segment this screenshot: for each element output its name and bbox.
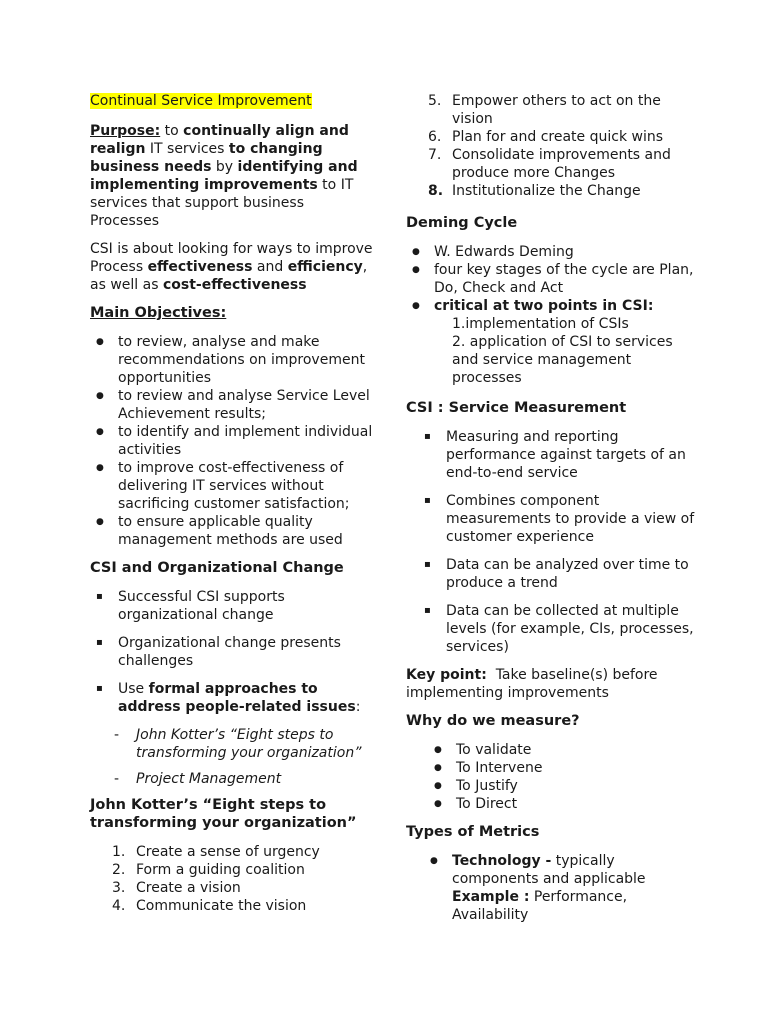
list-item [424, 852, 696, 924]
list-item: ▪ Successful CSI supports organizational change [90, 588, 375, 624]
csi-about-bold-2: efficiency [287, 259, 363, 275]
step-text: Consolidate improvements and produce more Changes [452, 147, 671, 181]
purpose-text-2: IT services [145, 141, 229, 157]
list-item: - John Kotter’s “Eight steps to transforming your organization” [90, 726, 375, 762]
deming-subpoint-1: 1.implementation of CSIs [452, 316, 629, 332]
list-item: ● To validate [428, 741, 696, 759]
list-item [406, 146, 696, 182]
metrics-list [406, 852, 696, 924]
objectives-list [90, 333, 375, 549]
step-text: Create a vision [136, 880, 241, 896]
list-item [90, 861, 375, 879]
csi-about-text-1: CSI is about looking for ways to improve Process [90, 241, 373, 275]
list-item [90, 680, 375, 716]
list-item: ▪ Data can be analyzed over time to produce a trend [418, 556, 696, 592]
list-item: ● To Justify [428, 777, 696, 795]
step-number: 4. [112, 898, 126, 914]
step-text: Communicate the vision [136, 898, 307, 914]
measurement-heading: CSI : Service Measurement [406, 400, 627, 416]
step-number: 5. [428, 93, 442, 109]
list-item: ● to review and analyse Service Level Achievement results; [90, 387, 375, 423]
step-text: Empower others to act on the vision [452, 93, 661, 127]
key-point-label: Key point: [406, 667, 487, 683]
list-item: ● to identify and implement individual activities [90, 423, 375, 459]
list-item: ● to ensure applicable quality management methods are used [90, 513, 375, 549]
step-text: Plan for and create quick wins [452, 129, 664, 145]
csi-about-bold-3: cost-effectiveness [162, 277, 307, 293]
csi-about-text-2: and [252, 259, 288, 275]
list-item: ▪ Combines component measurements to provide a view of customer experience [418, 492, 696, 546]
deming-heading: Deming Cycle [406, 215, 518, 231]
org-change-heading: CSI and Organizational Change [90, 560, 344, 576]
approaches-list [90, 726, 375, 788]
list-item: ▪ Measuring and reporting performance against targets of an end-to-end service [418, 428, 696, 482]
measurement-list [406, 428, 696, 656]
list-item [406, 182, 696, 200]
org-change-colon: : [355, 699, 361, 715]
key-point [406, 666, 696, 702]
org-change-list [90, 588, 375, 716]
org-change-bold: formal approaches to address people-related issues [118, 681, 356, 715]
step-text: Create a sense of urgency [136, 844, 320, 860]
purpose-bold-3: identifying and implementing improvements [90, 159, 358, 193]
purpose-paragraph [90, 122, 375, 230]
step-number: 6. [428, 129, 442, 145]
purpose-text-3: by [211, 159, 238, 175]
deming-subpoint-2: 2. application of CSI to services and service management processes [452, 334, 673, 386]
list-item [406, 92, 696, 128]
csi-about-bold-1: effectiveness [147, 259, 253, 275]
csi-about-paragraph [90, 240, 375, 294]
list-item: ● W. Edwards Deming [406, 243, 696, 261]
step-number: 7. [428, 147, 442, 163]
why-list [406, 741, 696, 813]
deming-list [406, 243, 696, 315]
left-column [90, 92, 375, 915]
title-highlight: Continual Service Improvement [90, 93, 312, 109]
list-item [90, 879, 375, 897]
step-text: Form a guiding coalition [136, 862, 305, 878]
objectives-heading: Main Objectives: [90, 305, 227, 321]
deming-subpoints [406, 315, 696, 387]
deming-critical: critical at two points in CSI: [434, 298, 654, 314]
list-item: ● to review, analyse and make recommendations on improvement opportunities [90, 333, 375, 387]
csi-about-text-3: , as well as [90, 259, 368, 293]
list-item [90, 843, 375, 861]
list-item: ▪ Organizational change presents challenges [90, 634, 375, 670]
metrics-heading: Types of Metrics [406, 824, 540, 840]
purpose-bold-1: continually align and realign [90, 123, 349, 157]
list-item: ● To Intervene [428, 759, 696, 777]
document-title [90, 92, 375, 110]
list-item: ▪ Data can be collected at multiple levels (for example, CIs, processes, services) [418, 602, 696, 656]
purpose-text-1: to [160, 123, 184, 139]
kotter-steps-list-1 [90, 843, 375, 915]
metrics-example-text: Performance, Availability [452, 889, 628, 923]
list-item: - Project Management [90, 770, 375, 788]
why-heading: Why do we measure? [406, 713, 580, 729]
kotter-heading: John Kotter’s “Eight steps to transforming your organization” [90, 797, 357, 831]
metrics-technology-text: typically components and applicable [452, 853, 646, 887]
step-number: 1. [112, 844, 126, 860]
list-item [406, 128, 696, 146]
key-point-text: Take baseline(s) before implementing improvements [406, 667, 662, 701]
metrics-technology-label: Technology - [452, 853, 552, 869]
step-number: 2. [112, 862, 126, 878]
purpose-bold-2: to changing business needs [90, 141, 323, 175]
purpose-label: Purpose: [90, 123, 161, 139]
step-text: Institutionalize the Change [452, 183, 641, 199]
metrics-example-label: Example : [452, 889, 530, 905]
list-item [90, 897, 375, 915]
purpose-text-4: to IT services that support business Processes [90, 177, 354, 229]
step-number: 8. [428, 183, 444, 199]
list-item: ● to improve cost-effectiveness of delivering IT services without sacrificing customer satisfaction; [90, 459, 375, 513]
right-column [406, 92, 696, 924]
list-item: ● To Direct [428, 795, 696, 813]
list-item: ● four key stages of the cycle are Plan, Do, Check and Act [406, 261, 696, 297]
step-number: 3. [112, 880, 126, 896]
list-item [406, 297, 696, 315]
kotter-steps-list-2 [406, 92, 696, 200]
org-change-use: Use [118, 681, 149, 697]
